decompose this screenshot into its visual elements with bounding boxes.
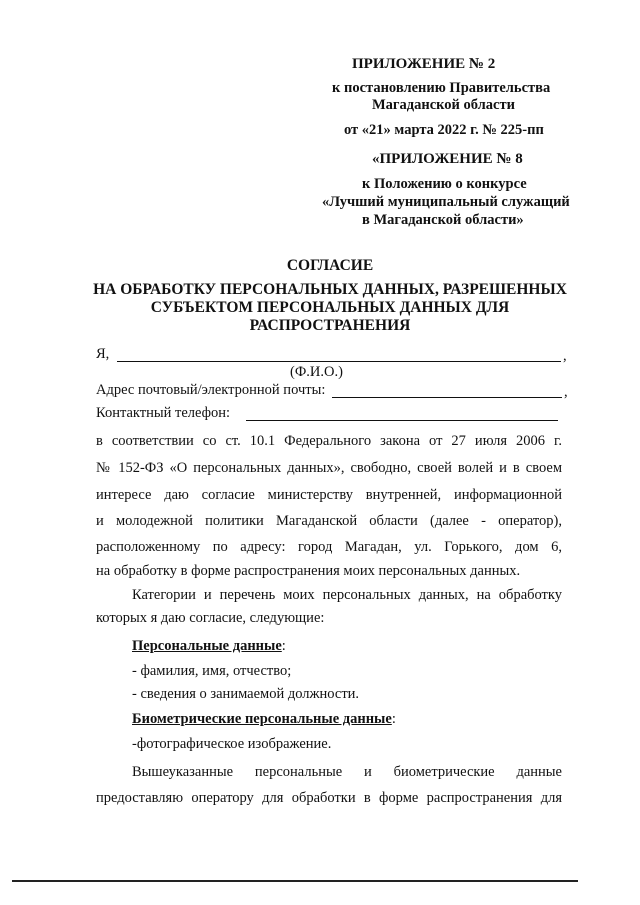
page-bottom-divider: [12, 880, 578, 882]
doc-title-line1: СОГЛАСИЕ: [286, 257, 374, 274]
appendix-title: ПРИЛОЖЕНИЕ № 2: [352, 56, 496, 72]
phone-field[interactable]: [246, 420, 558, 421]
item-photo: -фотографическое изображение.: [132, 736, 332, 752]
resolution-line2: Магаданской области: [372, 97, 515, 113]
address-comma: ,: [564, 384, 568, 400]
regulation-line3: в Магаданской области»: [362, 212, 524, 228]
p2-line1: Категории и перечень моих персональных данных, на обработку: [132, 587, 562, 603]
personal-data-heading: [132, 638, 286, 655]
resolution-date: от «21» марта 2022 г. № 225-пп: [344, 122, 544, 138]
p2-line2: которых я даю согласие, следующие:: [96, 610, 325, 626]
biometric-data-heading: [132, 711, 396, 728]
p1-line4: и молодежной политики Магаданской области (далее - оператор),: [96, 513, 562, 529]
address-label: Адрес почтовый/электронной почты:: [96, 382, 326, 398]
p1-line3: интересе даю согласие министерству внутренней, информационной: [96, 487, 562, 503]
p1-line1: в соответствии со ст. 10.1 Федерального закона от 27 июля 2006 г.: [96, 433, 562, 449]
item-full-name: - фамилия, имя, отчество;: [132, 663, 292, 679]
i-label: Я,: [96, 346, 110, 362]
phone-label: Контактный телефон:: [96, 405, 231, 421]
fio-caption: (Ф.И.О.): [290, 364, 343, 380]
p3-line2: предоставляю оператору для обработки в форме распространения для: [96, 790, 562, 806]
personal-data-colon: :: [281, 638, 286, 654]
doc-title-line3: СУБЪЕКТОМ ПЕРСОНАЛЬНЫХ ДАННЫХ ДЛЯ: [150, 299, 510, 316]
biometric-data-colon: :: [391, 711, 396, 727]
biometric-data-heading-text: Биометрические персональные данные: [132, 711, 392, 727]
fio-field[interactable]: [117, 361, 561, 362]
doc-title-line4: РАСПРОСТРАНЕНИЯ: [249, 317, 411, 334]
p1-line5: расположенному по адресу: город Магадан, ул. Горького, дом 6,: [96, 539, 562, 555]
p1-line6: на обработку в форме распространения моих персональных данных.: [96, 563, 521, 579]
item-position: - сведения о занимаемой должности.: [132, 686, 360, 702]
regulation-line2: «Лучший муниципальный служащий: [322, 194, 570, 210]
doc-title-line2: НА ОБРАБОТКУ ПЕРСОНАЛЬНЫХ ДАННЫХ, РАЗРЕШЕННЫХ: [93, 281, 567, 298]
resolution-line1: к постановлению Правительства: [332, 80, 551, 96]
appendix8-title: «ПРИЛОЖЕНИЕ № 8: [372, 151, 523, 167]
personal-data-heading-text: Персональные данные: [132, 638, 282, 654]
p3-line1: Вышеуказанные персональные и биометрические данные: [132, 764, 562, 780]
p1-line2: № 152-ФЗ «О персональных данных», свободно, своей волей и в своем: [96, 460, 562, 476]
address-field[interactable]: [332, 397, 562, 398]
regulation-line1: к Положению о конкурсе: [362, 176, 527, 192]
fio-comma: ,: [563, 348, 567, 364]
